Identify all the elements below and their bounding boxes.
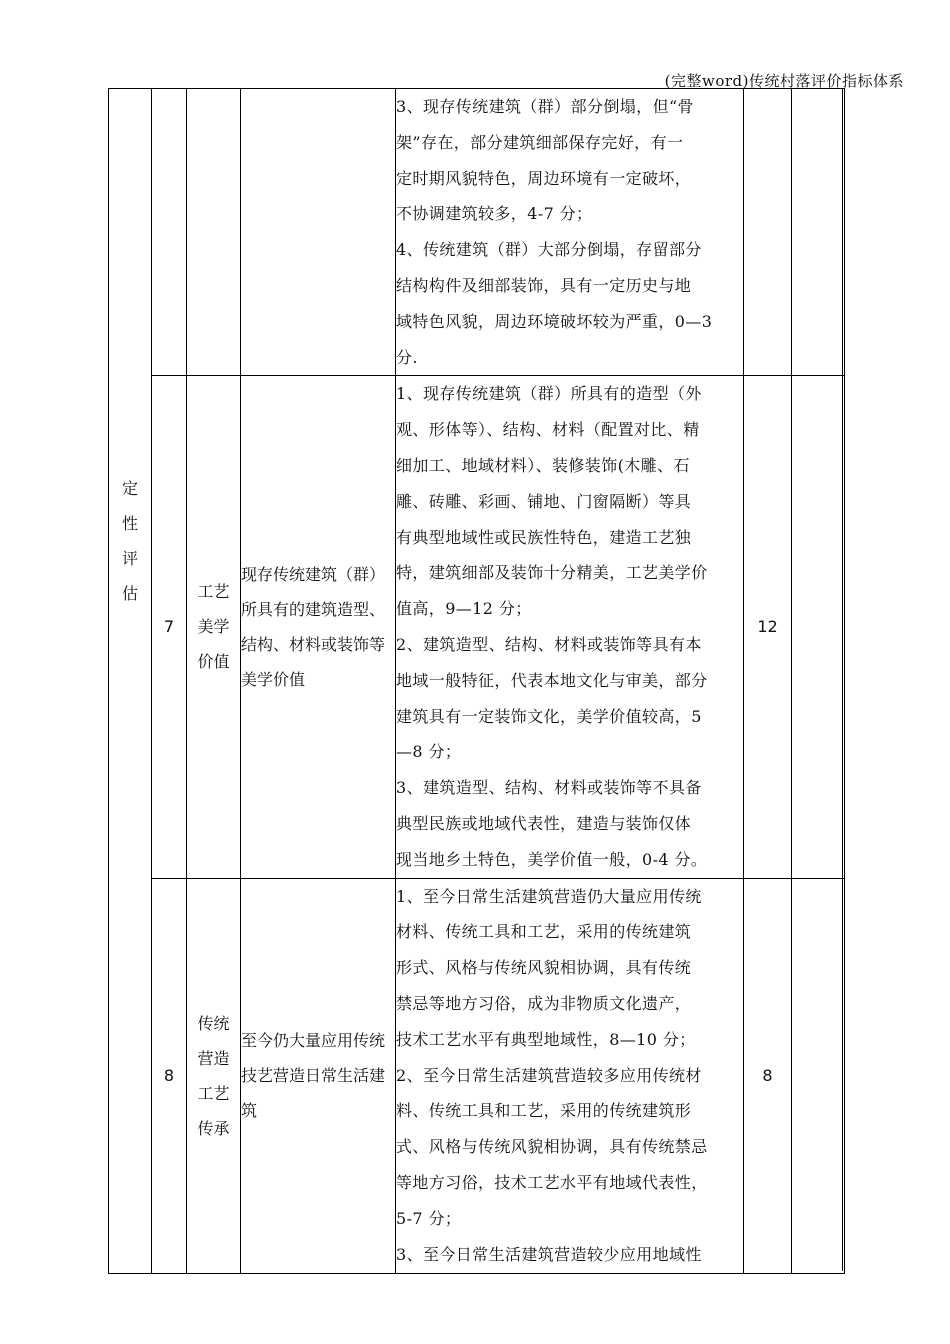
item-name-cell [187, 878, 241, 1273]
criteria-line: 现当地乡土特色，美学价值一般，0-4 分。 [396, 849, 708, 869]
criteria-line: 不协调建筑较多，4-7 分； [396, 204, 593, 224]
criteria-line: 1、现存传统建筑（群）所具有的造型（外 [396, 384, 702, 404]
item-name-line: 传统 [197, 1013, 230, 1033]
item-name-line: 工艺 [197, 1083, 230, 1103]
row-number-cell [152, 89, 187, 376]
criteria-line: 域特色风貌，周边环境破坏较为严重，0—3 [396, 311, 713, 331]
category-cell [109, 89, 152, 1274]
description-cell: 现存传统建筑（群）所具有的建筑造型、结构、材料或装饰等美学价值 [241, 376, 396, 878]
category-char: 评 [121, 548, 138, 568]
criteria-line: 分. [396, 347, 418, 367]
criteria-line: 架”存在，部分建筑细部保存完好，有一 [396, 132, 684, 152]
score-cell: 12 [744, 376, 792, 878]
criteria-line: 定时期风貌特色，周边环境有一定破坏， [396, 168, 692, 188]
description-cell: 至今仍大量应用传统技艺营造日常生活建筑 [241, 878, 396, 1273]
criteria-line: 禁忌等地方习俗，成为非物质文化遗产， [396, 994, 692, 1014]
table-row [109, 878, 845, 1273]
criteria-line: 细加工、地域材料）、装修装饰(木雕、石 [396, 455, 690, 475]
item-name-cell [187, 89, 241, 376]
criteria-line: 典型民族或地域代表性，建造与装饰仅体 [396, 813, 692, 833]
criteria-line: 材料、传统工具和工艺，采用的传统建筑 [396, 922, 692, 942]
blank-cell [792, 89, 845, 376]
criteria-line: 值高，9—12 分； [396, 599, 532, 619]
criteria-line: 特，建筑细部及装饰十分精美，工艺美学价 [396, 563, 708, 583]
category-char: 估 [121, 583, 138, 603]
evaluation-table [108, 88, 845, 1274]
description-cell [241, 89, 396, 376]
criteria-line: 建筑具有一定装饰文化，美学价值较高，5 [396, 706, 702, 726]
criteria-line: 1、至今日常生活建筑营造仍大量应用传统 [396, 886, 702, 906]
criteria-line: 3、建筑造型、结构、材料或装饰等不具备 [396, 778, 702, 798]
criteria-line: 式、风格与传统风貌相协调，具有传统禁忌 [396, 1137, 708, 1157]
criteria-line: 2、至今日常生活建筑营造较多应用传统材 [396, 1065, 702, 1085]
score-cell: 8 [744, 878, 792, 1273]
criteria-line: 技术工艺水平有典型地域性，8—10 分； [396, 1029, 696, 1049]
row-number-cell: 7 [152, 376, 187, 878]
criteria-line: 地域一般特征，代表本地文化与审美，部分 [396, 670, 708, 690]
criteria-line: 3、至今日常生活建筑营造较少应用地域性 [396, 1244, 702, 1264]
criteria-line: 4、传统建筑（群）大部分倒塌，存留部分 [396, 240, 702, 260]
criteria-cell [396, 878, 744, 1273]
item-name-line: 营造 [197, 1048, 230, 1068]
table-right-rule [842, 88, 843, 1271]
table-row [109, 89, 845, 376]
blank-cell [792, 878, 845, 1273]
criteria-line: 3、现存传统建筑（群）部分倒塌，但“骨 [396, 97, 694, 116]
criteria-line: 雕、砖雕、彩画、铺地、门窗隔断）等具 [396, 491, 692, 511]
criteria-line: 等地方习俗，技术工艺水平有地域代表性， [396, 1173, 708, 1193]
category-char: 定 [121, 478, 138, 498]
criteria-line: 有典型地域性或民族性特色，建造工艺独 [396, 527, 692, 547]
criteria-line: 5-7 分； [396, 1208, 462, 1228]
category-char: 性 [121, 513, 138, 533]
criteria-line: 形式、风格与传统风貌相协调，具有传统 [396, 958, 692, 978]
criteria-line: 2、建筑造型、结构、材料或装饰等具有本 [396, 634, 702, 654]
row-number-cell: 8 [152, 878, 187, 1273]
criteria-line: 观、形体等）、结构、材料（配置对比、精 [396, 420, 700, 440]
criteria-line: 结构构件及细部装饰，具有一定历史与地 [396, 275, 692, 295]
score-cell [744, 89, 792, 376]
criteria-line: —8 分； [396, 742, 462, 762]
item-name-cell [187, 376, 241, 878]
criteria-cell [396, 376, 744, 878]
item-name-line: 价值 [197, 652, 230, 672]
criteria-line: 料、传统工具和工艺，采用的传统建筑形 [396, 1101, 692, 1121]
page-header-title: (完整word)传统村落评价指标体系 [664, 72, 904, 90]
item-name-line: 传承 [197, 1118, 230, 1138]
blank-cell [792, 376, 845, 878]
item-name-line: 工艺 [197, 582, 230, 602]
item-name-line: 美学 [197, 617, 230, 637]
table-row [109, 376, 845, 878]
criteria-cell [396, 89, 744, 376]
